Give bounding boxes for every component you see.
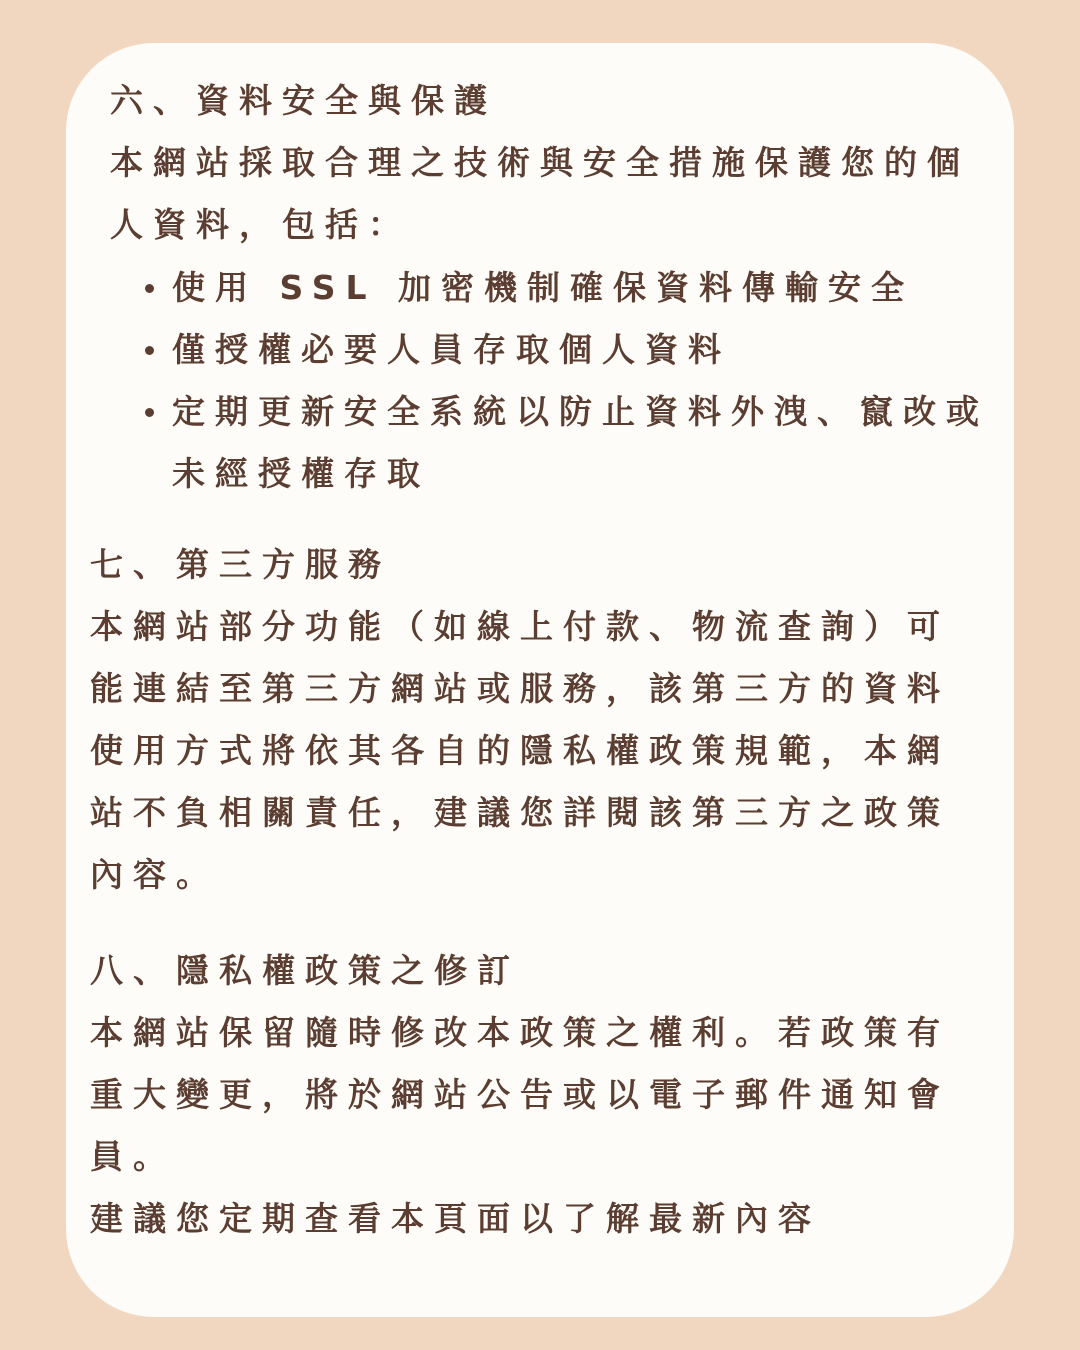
section8-body-line: 本網站保留隨時修改本政策之權利。若政策有 <box>90 1013 950 1052</box>
section7-body-line: 能連結至第三方網站或服務，該第三方的資料 <box>90 669 950 708</box>
section6-body-line: 本網站採取合理之技術與安全措施保護您的個 <box>110 143 970 182</box>
section6-bullet-item-continued: 未經授權存取 <box>172 454 430 493</box>
section6-bullet-item: 僅授權必要人員存取個人資料 <box>172 330 731 369</box>
bullet-dot-icon <box>145 284 154 293</box>
section8-heading: 八、隱私權政策之修訂 <box>90 951 520 990</box>
section7-body-line: 站不負相關責任，建議您詳閱該第三方之政策 <box>90 793 950 832</box>
section6-body-line: 人資料，包括： <box>110 205 411 244</box>
section6-bullet-item: 定期更新安全系統以防止資料外洩、竄改或 <box>172 392 989 431</box>
section7-heading: 七、第三方服務 <box>90 545 391 584</box>
section8-body-line: 重大變更，將於網站公告或以電子郵件通知會 <box>90 1075 950 1114</box>
bullet-dot-icon <box>145 346 154 355</box>
section7-body-line: 本網站部分功能（如線上付款、物流查詢）可 <box>90 607 950 646</box>
section6-heading: 六、資料安全與保護 <box>110 81 497 120</box>
section6-bullet-item: 使用 SSL 加密機制確保資料傳輸安全 <box>172 268 915 307</box>
section7-body-line: 使用方式將依其各自的隱私權政策規範，本網 <box>90 731 950 770</box>
bullet-dot-icon <box>145 408 154 417</box>
section8-body-line: 員。 <box>90 1137 176 1176</box>
section8-body-line: 建議您定期查看本頁面以了解最新內容 <box>90 1199 821 1238</box>
section7-body-line: 內容。 <box>90 855 219 894</box>
